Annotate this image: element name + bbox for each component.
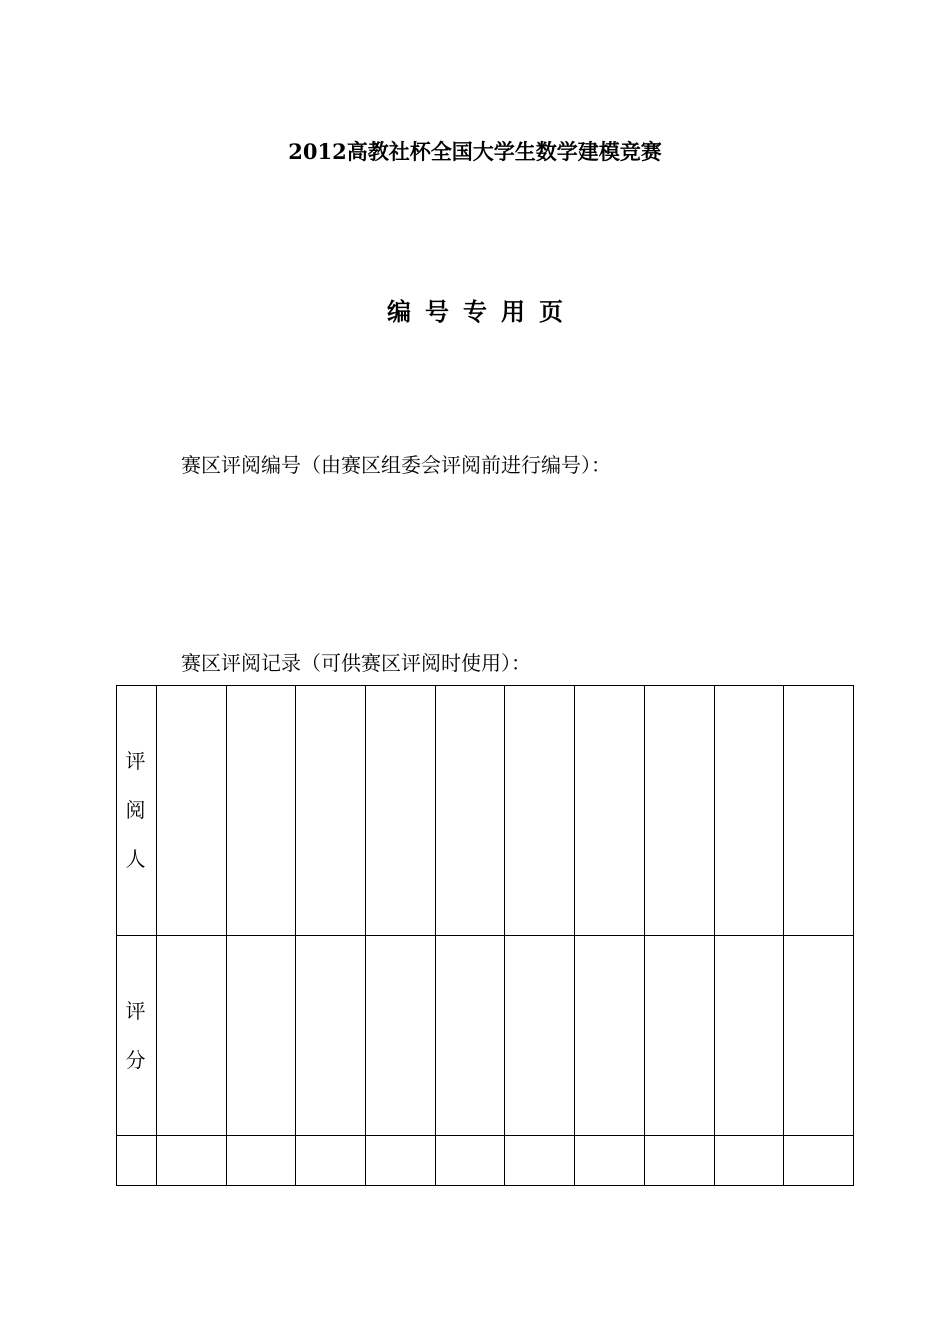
reviewer-cell[interactable] <box>784 686 854 936</box>
remarks-cell[interactable] <box>157 1136 227 1186</box>
reviewer-label-char: 评 <box>125 749 146 773</box>
score-label-char: 评 <box>125 998 146 1023</box>
remarks-row <box>117 1136 854 1186</box>
review-table <box>116 685 854 1186</box>
reviewer-row <box>117 686 854 936</box>
score-cell[interactable] <box>435 936 505 1136</box>
score-cell[interactable] <box>575 936 645 1136</box>
remarks-cell[interactable] <box>505 1136 575 1186</box>
remarks-cell[interactable] <box>226 1136 296 1186</box>
score-cell[interactable] <box>157 936 227 1136</box>
score-cell[interactable] <box>714 936 784 1136</box>
remarks-cell[interactable] <box>784 1136 854 1186</box>
remarks-cell[interactable] <box>435 1136 505 1186</box>
remarks-cell[interactable] <box>296 1136 366 1186</box>
reviewer-label-char: 阅 <box>125 798 146 822</box>
score-cell[interactable] <box>366 936 436 1136</box>
reviewer-cell[interactable] <box>505 686 575 936</box>
reviewer-cell[interactable] <box>714 686 784 936</box>
reviewer-row-header <box>117 686 157 936</box>
score-cell[interactable] <box>296 936 366 1136</box>
numbering-label: 赛区评阅编号（由赛区组委会评阅前进行编号）： <box>181 453 611 477</box>
remarks-cell[interactable] <box>644 1136 714 1186</box>
reviewer-cell[interactable] <box>296 686 366 936</box>
reviewer-cell[interactable] <box>435 686 505 936</box>
remarks-row-header <box>117 1136 157 1186</box>
score-row <box>117 936 854 1136</box>
score-row-header <box>117 936 157 1136</box>
score-label-char: 分 <box>125 1047 146 1072</box>
page-title: 2012高教社杯全国大学生数学建模竞赛 <box>288 139 662 164</box>
reviewer-cell[interactable] <box>366 686 436 936</box>
reviewer-cell[interactable] <box>157 686 227 936</box>
remarks-cell[interactable] <box>714 1136 784 1186</box>
score-cell[interactable] <box>505 936 575 1136</box>
reviewer-cell[interactable] <box>226 686 296 936</box>
remarks-cell[interactable] <box>366 1136 436 1186</box>
reviewer-cell[interactable] <box>575 686 645 936</box>
score-cell[interactable] <box>226 936 296 1136</box>
reviewer-cell[interactable] <box>644 686 714 936</box>
reviewer-label-char: 人 <box>125 847 146 871</box>
score-cell[interactable] <box>784 936 854 1136</box>
remarks-cell[interactable] <box>575 1136 645 1186</box>
record-label: 赛区评阅记录（可供赛区评阅时使用）： <box>181 651 531 675</box>
page-subtitle: 编号专用页 <box>387 297 577 326</box>
score-cell[interactable] <box>644 936 714 1136</box>
